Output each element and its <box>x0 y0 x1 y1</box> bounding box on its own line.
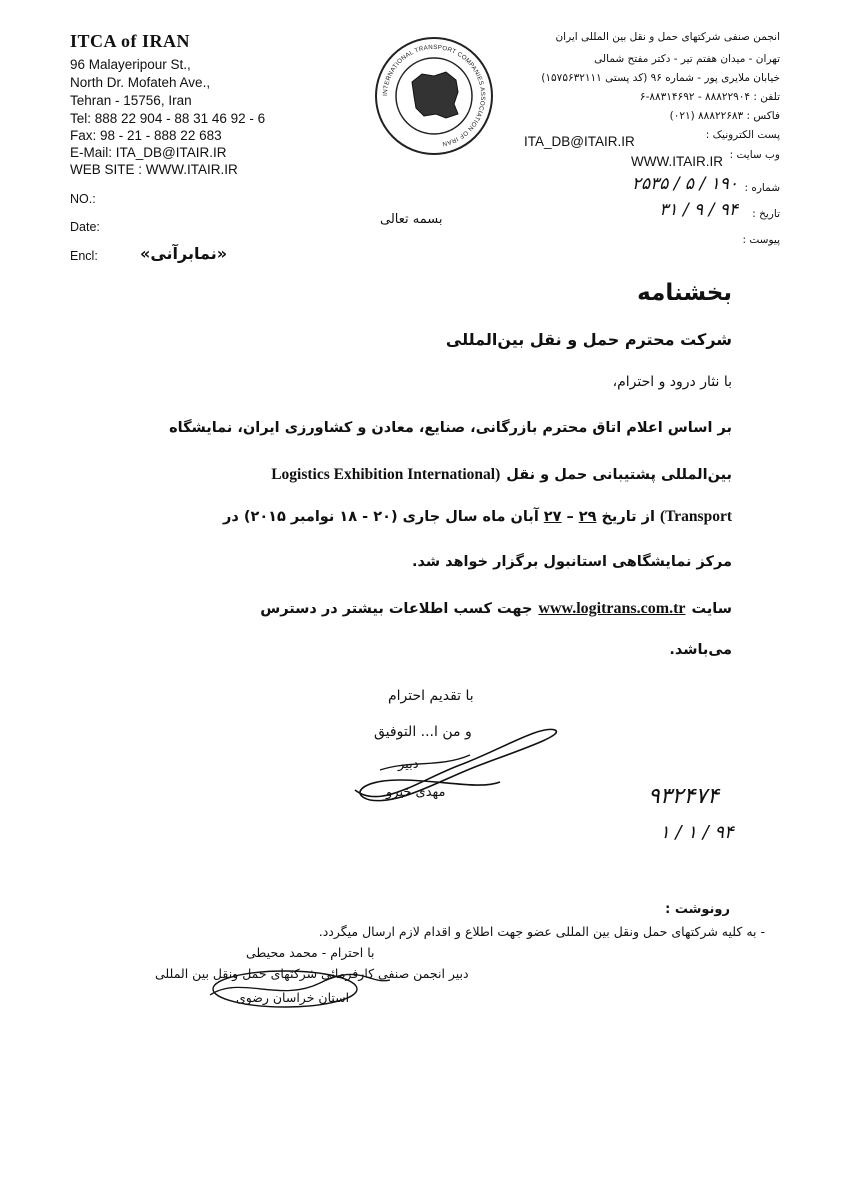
seal-graphic <box>372 34 496 158</box>
phone-line: Tel: 888 22 904 - 88 31 46 92 - 6 <box>70 111 266 126</box>
address-fa-2: خیابان ملایری پور - شماره ۹۶ (کد پستی ۱۵۷۵۶۳۲۱۱۱) <box>541 72 780 84</box>
address-fa-1: تهران - میدان هفتم تیر - دکتر مفتح شمالی <box>594 53 780 65</box>
body-line-1: بر اساس اعلام اتاق محترم بازرگانی، صنایع، معادن و کشاورزی ایران، نمایشگاه <box>169 420 732 436</box>
from-date-label: از تاریخ <box>601 509 655 525</box>
address-line-3: Tehran - 15756, Iran <box>70 93 192 108</box>
handwritten-reference-date: ۹۴ / ۱ / ۱ <box>660 822 734 843</box>
cc-line-4: استان خراسان رضوی <box>236 990 350 1005</box>
phone-fa: تلفن : ۸۸۸۲۲۹۰۴ - ۸۸۳۱۴۶۹۲-۶ <box>639 91 780 103</box>
cc-label: رونوشت : <box>665 902 730 917</box>
cc-line-2: با احترام - محمد محیطی <box>246 945 375 960</box>
fax-fa: فاکس : ۸۸۸۲۲۶۸۳ (۰۲۱) <box>669 110 780 122</box>
date-dash: – <box>566 509 574 525</box>
address-line-1: 96 Malayeripour St., <box>70 57 191 72</box>
closing-regards: با تقدیم احترام <box>388 688 474 704</box>
cc-line-3: دبیر انجمن صنفی کارفرمائی شرکتهای حمل ونقل بین المللی <box>155 966 469 981</box>
body-line-3 <box>223 508 732 526</box>
org-name-en: ITCA of IRAN <box>70 31 191 51</box>
cc-signature <box>200 955 400 1015</box>
circular-title: بخشنامه <box>637 280 732 306</box>
date-day-1: ۲۹ <box>578 509 597 525</box>
date-label: Date: <box>70 220 100 234</box>
exhibition-name-en-cont: (Transport <box>659 508 732 525</box>
cc-line-1: - به کلیه شرکتهای حمل ونقل بین المللی عضو جهت اطلاع و اقدام لازم ارسال میگردد. <box>318 924 765 939</box>
body-line-4: مرکز نمایشگاهی استانبول برگزار خواهد شد. <box>411 554 732 570</box>
site-label: سایت <box>691 601 732 617</box>
greeting: با نثار درود و احترام، <box>612 374 732 390</box>
handwritten-reference-number: ۹۳۲۴۷۴ <box>648 784 719 809</box>
site-rest: جهت کسب اطلاعات بیشتر در دسترس <box>260 601 533 617</box>
number-label-fa: شماره : <box>744 182 780 194</box>
date-day-2: ۲۷ <box>543 509 562 525</box>
exhibition-url-link[interactable]: www.logitrans.com.tr <box>538 600 686 617</box>
signer-role: دبیر <box>398 757 419 772</box>
body-line-5 <box>260 600 732 618</box>
invocation: بسمه تعالی <box>380 212 443 227</box>
fax-badge: «نمابرآنی» <box>140 244 228 263</box>
encl-label-fa: پیوست : <box>742 234 780 246</box>
fax-line: Fax: 98 - 21 - 888 22 683 <box>70 128 222 143</box>
closing-blessing: و من ا... التوفیق <box>374 724 472 740</box>
seal-ring-text: INTERNATIONAL TRANSPORT COMPANIES ASSOCIATION OF IRAN <box>381 43 487 148</box>
body-line-2 <box>271 466 732 484</box>
iran-map-icon <box>412 72 458 118</box>
exhibition-name-en: Logistics Exhibition International) <box>271 466 501 483</box>
date-rest: آبان ماه سال جاری (۲۰ - ۱۸ نوامبر ۲۰۱۵) در <box>223 509 539 525</box>
signer-name: مهدی خیرو <box>386 785 446 800</box>
addressee: شرکت محترم حمل و نقل بین‌المللی <box>445 330 732 349</box>
no-label: NO.: <box>70 192 96 206</box>
letter-date: ۹۴ / ۹ / ۳۱ <box>659 200 738 220</box>
org-name-fa: انجمن صنفی شرکتهای حمل و نقل بین المللی ایران <box>555 31 780 43</box>
handwritten-signature <box>340 710 570 820</box>
address-line-2: North Dr. Mofateh Ave., <box>70 75 211 90</box>
website-line: WEB SITE : WWW.ITAIR.IR <box>70 162 238 177</box>
website-value: WWW.ITAIR.IR <box>631 154 723 169</box>
body-line-6: می‌باشد. <box>669 642 732 658</box>
letter-number: ۱۹۰ / ۵ / ۲۵۳۵ <box>631 174 738 194</box>
website-label-fa: وب سایت : <box>729 149 780 161</box>
encl-label: Encl: <box>70 249 98 263</box>
email-line: E-Mail: ITA_DB@ITAIR.IR <box>70 145 227 160</box>
body-line-2-fa: بین‌المللی پشتیبانی حمل و نقل <box>506 467 732 483</box>
association-seal <box>372 34 496 158</box>
email-label-fa: پست الکترونیک : <box>705 129 780 141</box>
date-label-fa: تاریخ : <box>752 208 780 220</box>
email-value: ITA_DB@ITAIR.IR <box>524 134 635 149</box>
